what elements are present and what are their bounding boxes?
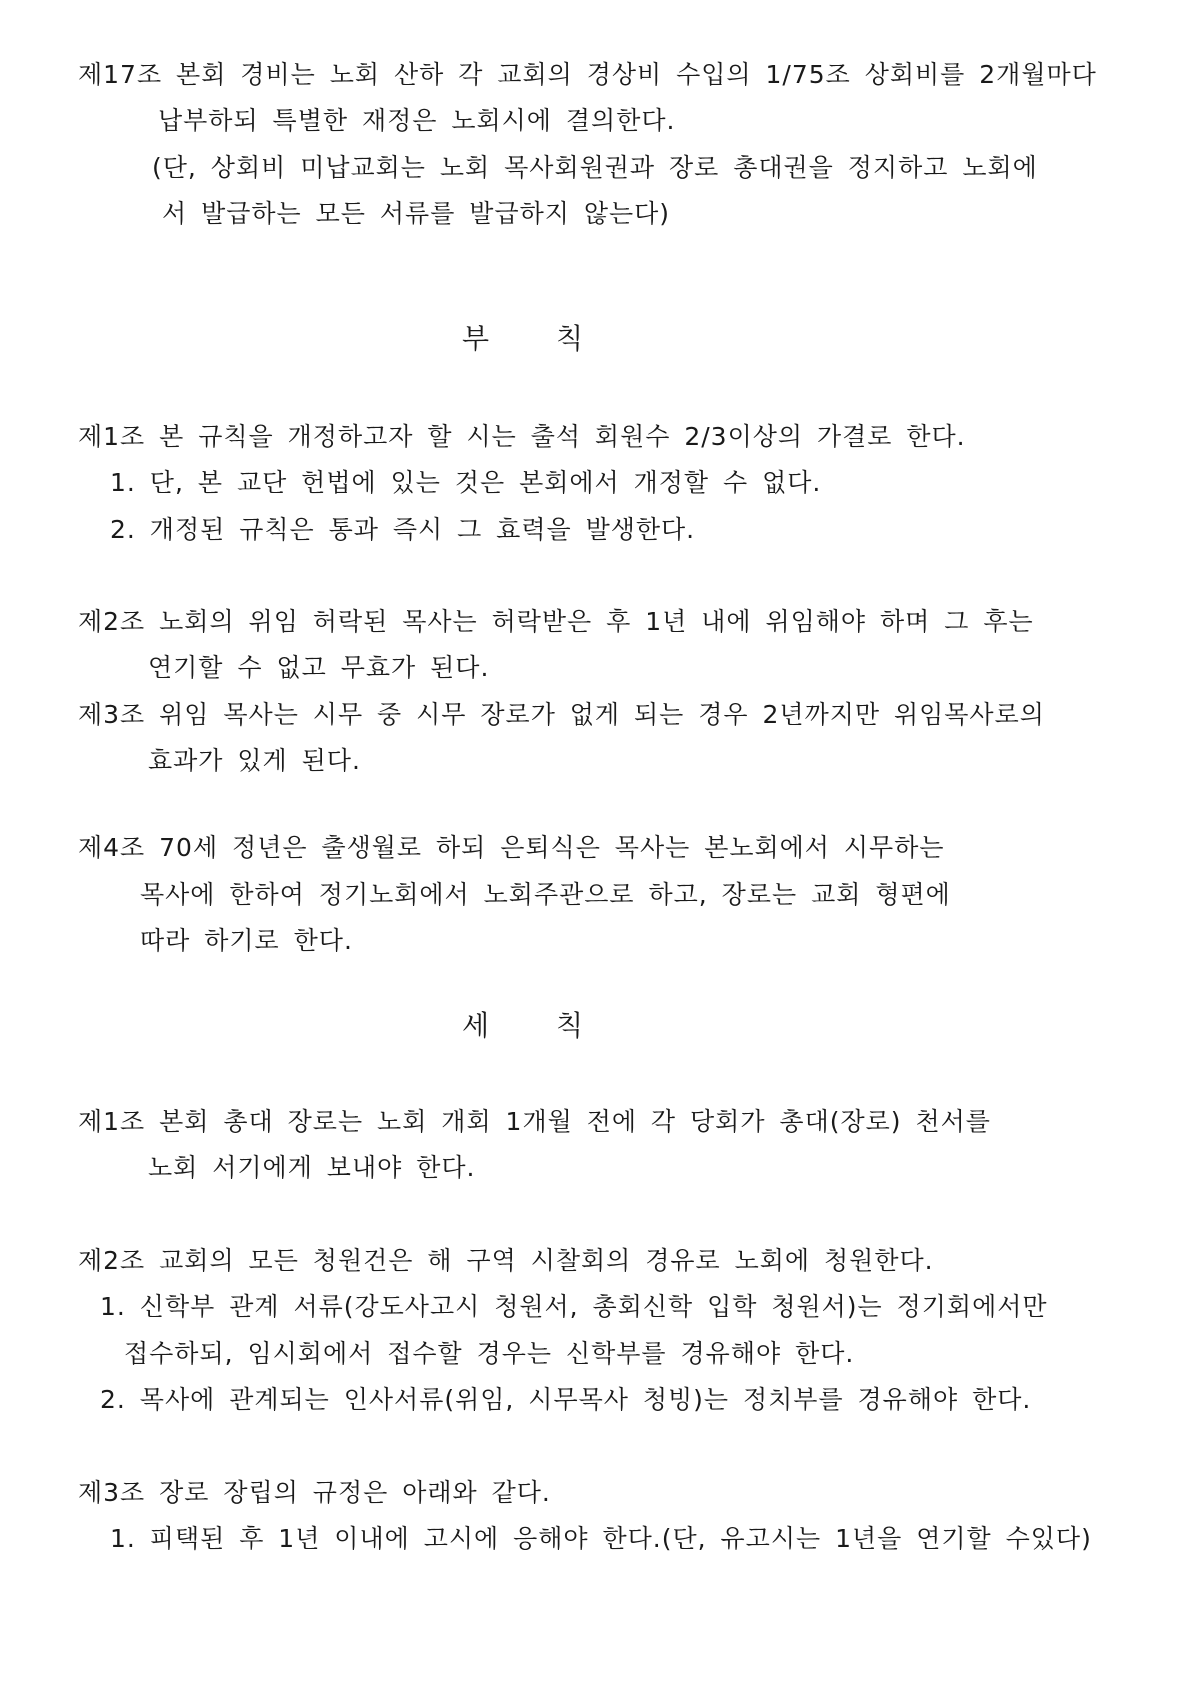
sechik-article-1-line-1: 제1조 본회 총대 장로는 노회 개회 1개월 전에 각 당회가 총대(장로) 천서를	[78, 1107, 991, 1136]
article-17-line-1: 제17조 본회 경비는 노회 산하 각 교회의 경상비 수입의 1/75조 상회비를 2개월마다	[78, 60, 1097, 89]
buchik-article-3-line-1: 제3조 위임 목사는 시무 중 시무 장로가 없게 되는 경우 2년까지만 위임목사로의	[78, 700, 1045, 729]
buchik-article-4-line-1: 제4조 70세 정년은 출생월로 하되 은퇴식은 목사는 본노회에서 시무하는	[78, 833, 945, 862]
sechik-article-3-item-1: 1. 피택된 후 1년 이내에 고시에 응해야 한다.(단, 유고시는 1년을 연기할 수있다)	[110, 1524, 1092, 1553]
buchik-article-3-line-2: 효과가 있게 된다.	[148, 746, 361, 775]
buchik-article-2-line-1: 제2조 노회의 위임 허락된 목사는 허락받은 후 1년 내에 위임해야 하며 그 후는	[78, 607, 1034, 636]
buchik-article-1-item-2: 2. 개정된 규칙은 통과 즉시 그 효력을 발생한다.	[110, 515, 696, 544]
sechik-article-2-item-1-line-1: 1. 신학부 관계 서류(강도사고시 청원서, 총회신학 입학 청원서)는 정기회에서만	[100, 1292, 1048, 1321]
buchik-article-4-line-3: 따라 하기로 한다.	[140, 926, 353, 955]
sechik-article-2-line-1: 제2조 교회의 모든 청원건은 해 구역 시찰회의 경유로 노회에 청원한다.	[78, 1246, 934, 1275]
sechik-article-2-item-1-line-2: 접수하되, 임시회에서 접수할 경우는 신학부를 경유해야 한다.	[124, 1339, 855, 1368]
sechik-heading-char-1: 세	[462, 1009, 491, 1042]
buchik-article-1-item-1: 1. 단, 본 교단 헌법에 있는 것은 본회에서 개정할 수 없다.	[110, 468, 822, 497]
article-17-note-line-1: (단, 상회비 미납교회는 노회 목사회원권과 장로 총대권을 정지하고 노회에	[152, 153, 1038, 182]
sechik-article-1-line-2: 노회 서기에게 보내야 한다.	[148, 1153, 476, 1182]
sechik-article-2-item-2: 2. 목사에 관계되는 인사서류(위임, 시무목사 청빙)는 정치부를 경유해야 한다.	[100, 1385, 1032, 1414]
article-17-line-2: 납부하되 특별한 재정은 노회시에 결의한다.	[158, 106, 676, 135]
sechik-article-3-line-1: 제3조 장로 장립의 규정은 아래와 같다.	[78, 1478, 551, 1507]
buchik-heading-char-1: 부	[462, 322, 491, 355]
sechik-heading-char-2: 칙	[556, 1009, 585, 1042]
buchik-article-1-line-1: 제1조 본 규칙을 개정하고자 할 시는 출석 회원수 2/3이상의 가결로 한다.	[78, 422, 966, 451]
buchik-article-2-line-2: 연기할 수 없고 무효가 된다.	[148, 653, 490, 682]
buchik-heading-char-2: 칙	[556, 322, 585, 355]
buchik-article-4-line-2: 목사에 한하여 정기노회에서 노회주관으로 하고, 장로는 교회 형편에	[140, 880, 951, 909]
article-17-note-line-2: 서 발급하는 모든 서류를 발급하지 않는다)	[162, 199, 671, 228]
